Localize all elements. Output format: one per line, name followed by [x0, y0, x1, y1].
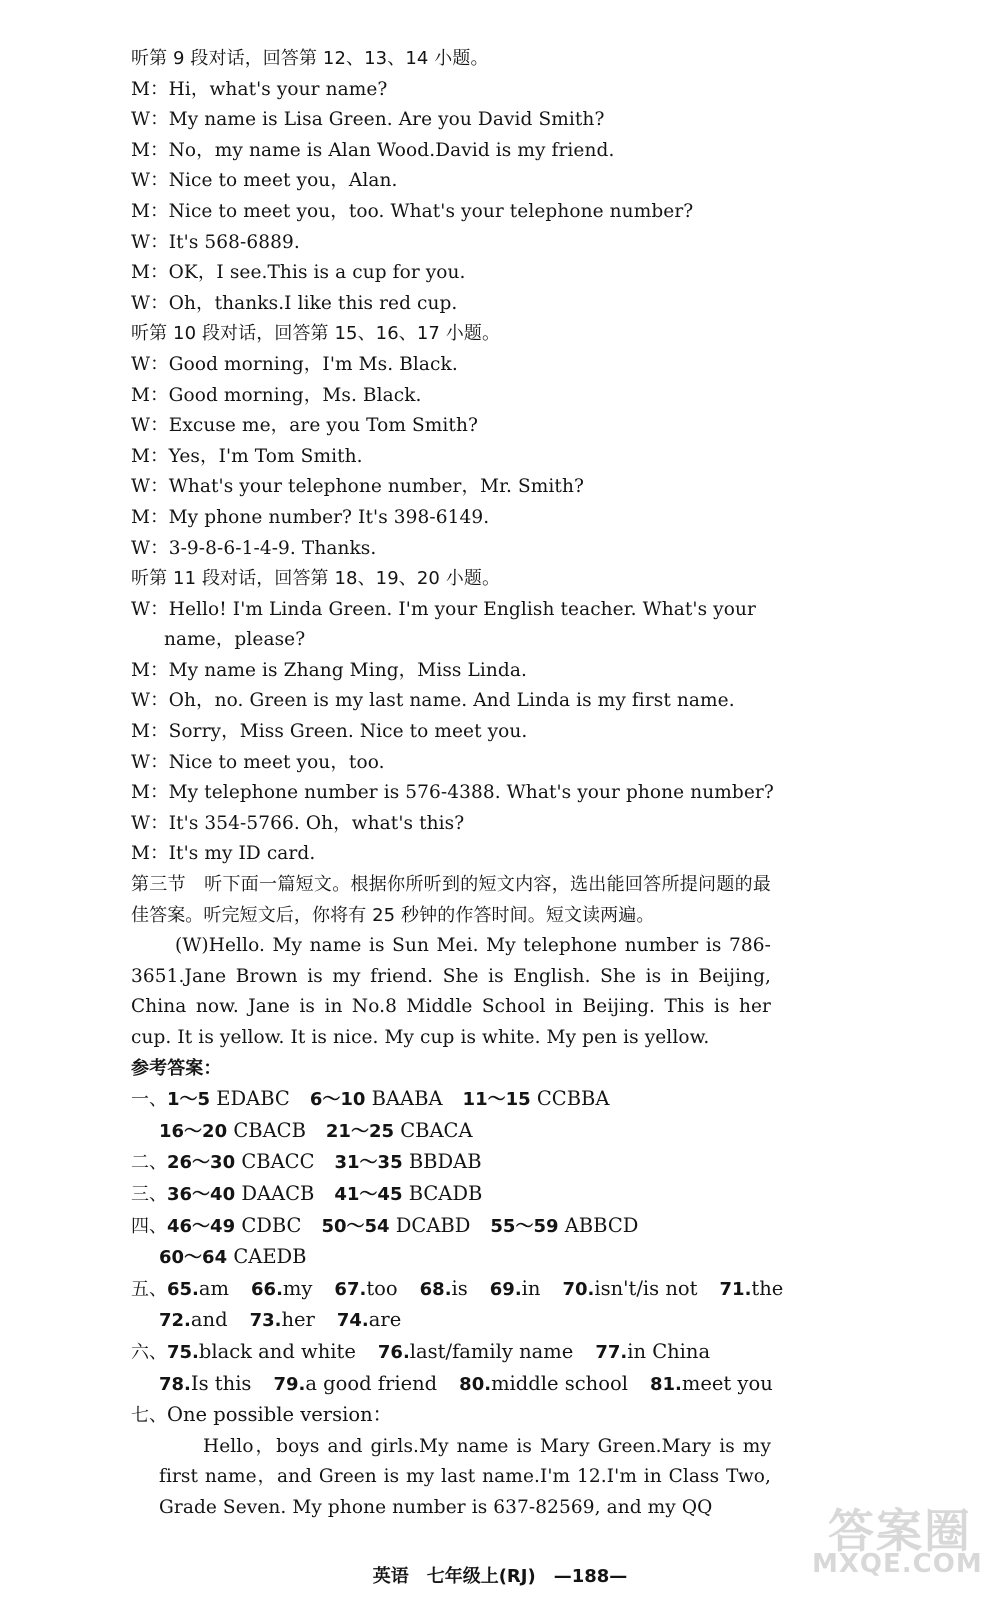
answers-part1-row2	[131, 1116, 771, 1148]
watermark-logo	[806, 1495, 986, 1580]
answer-value: CDBC	[241, 1213, 302, 1237]
part-lead: 二、	[131, 1152, 167, 1174]
answer-value: BAABA	[371, 1087, 443, 1111]
answer-value: last/family name	[409, 1339, 574, 1363]
watermark-cn: 答案圈	[828, 1504, 972, 1558]
answer-number: 72.	[159, 1310, 191, 1332]
watermark-en: MXQE.COM	[812, 1549, 983, 1579]
answers-part1-row1	[131, 1084, 771, 1116]
dialog10-line: M：Yes，I'm Tom Smith.	[131, 445, 363, 467]
answer-value: CBACB	[233, 1118, 306, 1142]
answers-part5-row1	[131, 1274, 784, 1306]
answer-range: 55～59	[490, 1215, 559, 1237]
answer-value: CAEDB	[233, 1245, 307, 1269]
answers-part5-row2	[131, 1305, 771, 1337]
answer-number: 69.	[489, 1278, 522, 1300]
answers-part3-row1	[131, 1179, 771, 1211]
dialog10-line: M：Good morning，Ms. Black.	[131, 384, 422, 406]
answer-range: 41～45	[334, 1183, 403, 1205]
answer-range: 46～49	[167, 1215, 236, 1237]
answer-number: 77.	[595, 1341, 628, 1363]
answer-number: 70.	[562, 1278, 595, 1300]
answers-part4-row2	[131, 1242, 771, 1274]
answer-value: meet you	[681, 1371, 773, 1395]
answer-value: my	[282, 1276, 313, 1300]
answers-part7-essay: Hello，boys and girls.My name is Mary Green.Mary is my first name，and Green is my last name.I'm 12.I'm in Class Two, Grade Seven. My phone number is 637-82569, and my QQ	[159, 1435, 771, 1518]
answer-value: CCBBA	[536, 1087, 610, 1111]
part-lead: 七、	[131, 1405, 167, 1427]
answer-number: 79.	[273, 1373, 306, 1395]
answer-number: 74.	[336, 1310, 369, 1332]
dialog9-line: W：Oh，thanks.I like this red cup.	[131, 292, 458, 314]
dialog11-line: M：My telephone number is 576-4388. What's your phone number?	[131, 782, 774, 804]
answer-number: 81.	[649, 1373, 682, 1395]
dialog11-line: W：Nice to meet you，too.	[131, 751, 385, 773]
answer-value: in	[521, 1276, 541, 1300]
answer-value: her	[281, 1308, 315, 1332]
dialog11-line: M：It's my ID card.	[131, 843, 316, 865]
dialog11-line: M：Sorry，Miss Green. Nice to meet you.	[131, 721, 528, 743]
answer-value: too	[366, 1276, 398, 1300]
answer-value: middle school	[491, 1371, 628, 1395]
part-lead: 四、	[131, 1215, 167, 1237]
answer-value: are	[368, 1308, 402, 1332]
answer-number: 80.	[459, 1373, 492, 1395]
section3-instruction: 第三节 听下面一篇短文。根据你所听到的短文内容，选出能回答所提问题的最佳答案。听完短文后，你将有 25 秒钟的作答时间。短文读两遍。	[131, 874, 771, 926]
answer-number: 76.	[377, 1341, 410, 1363]
dialog11-line: W：Hello! I'm Linda Green. I'm your English teacher. What's your	[131, 598, 756, 620]
dialog9-line: W：It's 568-6889.	[131, 231, 300, 253]
dialog9-line: W：My name is Lisa Green. Are you David Smith?	[131, 109, 605, 131]
dialog9-line: M：No，my name is Alan Wood.David is my friend.	[131, 139, 615, 161]
answer-value: Is this	[190, 1371, 252, 1395]
answer-value: BBDAB	[408, 1150, 482, 1174]
answer-number: 75.	[167, 1341, 199, 1363]
answer-value: is	[451, 1276, 468, 1300]
dialog9-line: M：Hi，what's your name?	[131, 78, 388, 100]
dialog10-line: W：What's your telephone number，Mr. Smith?	[131, 476, 585, 498]
answer-value: CBACC	[241, 1150, 315, 1174]
answer-number: 65.	[167, 1278, 199, 1300]
answer-value: and	[190, 1308, 228, 1332]
answer-number: 66.	[251, 1278, 283, 1300]
part-lead: 三、	[131, 1183, 167, 1205]
part-lead: 五、	[131, 1278, 167, 1300]
dialog9-line: M：OK，I see.This is a cup for you.	[131, 262, 466, 284]
page-content	[131, 44, 784, 1524]
answer-value: the	[751, 1276, 784, 1300]
dialog10-line: W：Excuse me，are you Tom Smith?	[131, 415, 478, 437]
part-lead: 六、	[131, 1341, 167, 1363]
dialog9-line: W：Nice to meet you，Alan.	[131, 170, 398, 192]
part7-label: One possible version：	[167, 1403, 393, 1427]
answer-range: 11～15	[462, 1089, 531, 1111]
dialog11-heading: 听第 11 段对话，回答第 18、19、20 小题。	[131, 568, 501, 590]
dialog10-line: W：Good morning，I'm Ms. Black.	[131, 353, 458, 375]
answer-range: 21～25	[325, 1120, 395, 1142]
section3-passage: (W)Hello. My name is Sun Mei. My telephone number is 786-3651.Jane Brown is my friend. She is English. She is in Beijing, China now. Jane is in No.8 Middle School in Beijing. This is her cup. It is yellow. It is nice. My cup is white. My pen is yellow.	[131, 935, 771, 1048]
dialog9-line: M：Nice to meet you，too. What's your telephone number?	[131, 200, 694, 222]
part-lead: 一、	[131, 1089, 167, 1111]
answer-number: 78.	[159, 1373, 191, 1395]
answer-range: 50～54	[321, 1215, 390, 1237]
dialog10-line: W：3-9-8-6-1-4-9. Thanks.	[131, 537, 377, 559]
answer-value: DAACB	[241, 1181, 315, 1205]
answer-number: 67.	[334, 1278, 367, 1300]
answers-part4-row1	[131, 1211, 771, 1243]
answer-value: isn't/is not	[594, 1276, 698, 1300]
answer-number: 73.	[249, 1310, 282, 1332]
dialog11-line: W：It's 354-5766. Oh，what's this?	[131, 812, 465, 834]
answer-value: EDABC	[216, 1087, 290, 1111]
answer-range: 6～10	[309, 1089, 366, 1111]
answers-part6-row2	[131, 1369, 771, 1401]
page-footer: 英语 七年级上(RJ) —188—	[372, 1566, 628, 1587]
dialog10-heading: 听第 10 段对话，回答第 15、16、17 小题。	[131, 323, 501, 345]
answer-value: ABBCD	[564, 1213, 639, 1237]
answers-part6-row1	[131, 1337, 771, 1369]
answer-value: am	[198, 1276, 230, 1300]
dialog9-heading: 听第 9 段对话，回答第 12、13、14 小题。	[131, 48, 489, 69]
answer-range: 31～35	[334, 1152, 403, 1174]
answer-value: black and white	[198, 1339, 356, 1363]
answer-range: 60～64	[159, 1247, 228, 1269]
answer-range: 16～20	[159, 1120, 228, 1142]
answers-title: 参考答案：	[131, 1057, 222, 1079]
answer-value: DCABD	[395, 1213, 471, 1237]
answer-number: 68.	[419, 1278, 452, 1300]
dialog11-line: M：My name is Zhang Ming，Miss Linda.	[131, 659, 527, 681]
answer-range: 26～30	[167, 1152, 236, 1174]
answer-number: 71.	[719, 1278, 752, 1300]
answers-part7-label	[131, 1400, 771, 1432]
dialog11-line-continuation: name，please?	[164, 629, 306, 651]
dialog10-line: M：My phone number? It's 398-6149.	[131, 506, 490, 528]
answers-part2-row1	[131, 1147, 771, 1179]
answer-value: CBACA	[400, 1118, 473, 1142]
answer-value: in China	[627, 1339, 711, 1363]
answer-range: 36～40	[167, 1183, 236, 1205]
answer-value: BCADB	[408, 1181, 483, 1205]
answer-range: 1～5	[167, 1089, 211, 1111]
dialog11-line: W：Oh，no. Green is my last name. And Linda is my first name.	[131, 690, 735, 712]
answer-value: a good friend	[305, 1371, 438, 1395]
